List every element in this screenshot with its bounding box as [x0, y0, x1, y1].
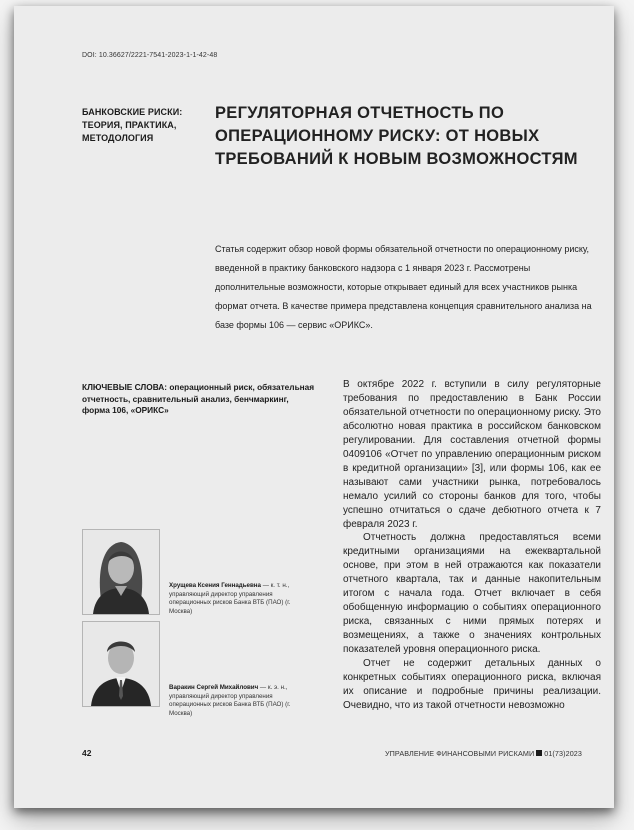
article-body: [343, 378, 601, 713]
author-portrait-man: [82, 621, 160, 707]
journal-page: [14, 6, 614, 808]
keywords: [82, 382, 318, 417]
abstract: Статья содержит обзор новой формы обязательной отчетности по операционному риску, введенной в практику банковского надзора с 1 января 2023 г. Рассмотрены дополнительные возможности, которые открывает единый для всех участников рынка формат отчета. В качестве примера представлена концепция сравнительного анализа на базе формы 106 — сервис «ОРИКС».: [215, 244, 592, 330]
article-title: РЕГУЛЯТОРНАЯ ОТЧЕТНОСТЬ ПО ОПЕРАЦИОННОМУ РИСКУ: ОТ НОВЫХ ТРЕБОВАНИЙ К НОВЫМ ВОЗМОЖНОСТЯМ: [215, 104, 578, 168]
body-paragraph: Отчет не содержит детальных данных о конкретных событиях операционного риска, включая их описание и подробные причины реализации. Очевидно, что из такой отчетности невозможно: [343, 658, 601, 711]
author-bio: [169, 684, 314, 718]
journal-name: УПРАВЛЕНИЕ ФИНАНСОВЫМИ РИСКАМИ: [384, 749, 535, 758]
author-bio: [169, 582, 314, 616]
page-number: 42: [82, 748, 92, 758]
journal-issue: 01(73)2023: [544, 749, 582, 758]
author-details: — к. э. н., управляющий директор управления операционных рисков Банка ВТБ (ПАО) (г. Москва): [169, 684, 291, 717]
author-name: Хрущева Ксения Геннадьевна: [169, 582, 261, 589]
body-paragraph: Отчетность должна предоставляться всеми кредитными организациями на ежеквартальной основе, при этом в ней отражаются как показатели отчетного квартала, так и данные накопительным итогом с начала года. Отчет включает в себя обобщенную информацию о событиях операционного риска, связанных с ними прямых потерях и возмещениях, а также о значениях контрольных показателей уровня операционного риска.: [343, 532, 601, 656]
square-icon: [536, 750, 542, 756]
body-paragraph: В октябре 2022 г. вступили в силу регуляторные требования по предоставлению в Банк России обязательной отчетности по операционному риску. Это абсолютно новая практика в российском банковском регулировании. Для составления отчетной формы 0409106 «Отчет по управлению операционным риском в кредитной организации» [3], или формы 106, как ее называют сами участники рынка, потребовалось немало усилий со стороны банков для того, чтобы успешно отчитаться о сдаче дебютного отчета к 7 февраля 2023 г.: [343, 379, 601, 530]
author-details: — к. т. н., управляющий директор управления операционных рисков Банка ВТБ (ПАО) (г. Москва): [169, 582, 291, 615]
author-name: Варакин Сергей Михайлович: [169, 684, 259, 691]
keywords-label: КЛЮЧЕВЫЕ СЛОВА:: [82, 382, 168, 392]
author-portrait-woman: [82, 529, 160, 615]
journal-footer: [385, 749, 582, 758]
keywords-text: операционный риск, обязательная отчетность, сравнительный анализ, бенчмаркинг, форма 106, «ОРИКС»: [82, 382, 315, 415]
section-heading: БАНКОВСКИЕ РИСКИ: ТЕОРИЯ, ПРАКТИКА, МЕТОДОЛОГИЯ: [82, 107, 183, 143]
doi: DOI: 10.36627/2221-7541-2023-1-1-42-48: [82, 52, 218, 59]
